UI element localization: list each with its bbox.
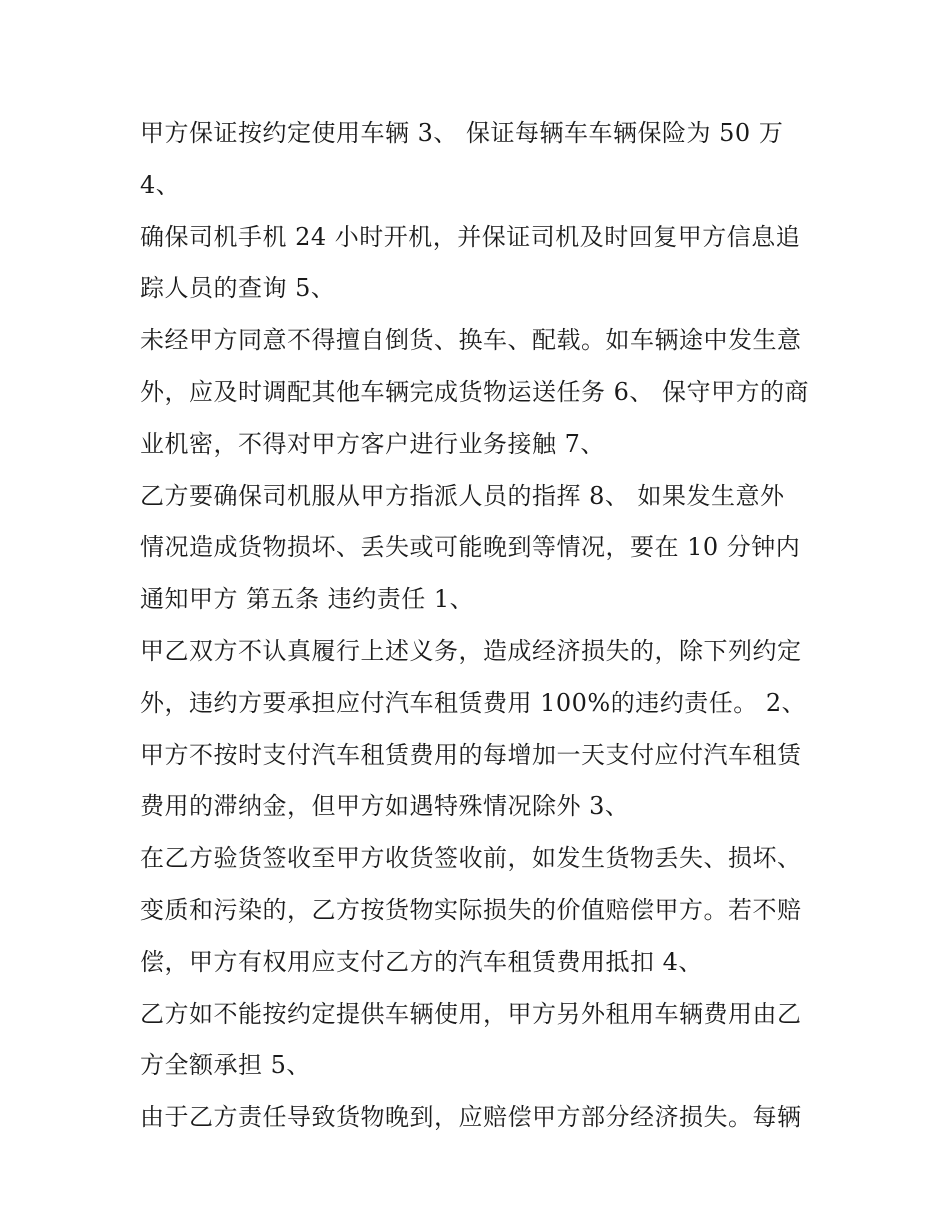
text-line: 甲乙双方不认真履行上述义务，造成经济损失的，除下列约定 bbox=[140, 636, 802, 665]
text-line: 未经甲方同意不得擅自倒货、换车、配载。如车辆途中发生意 bbox=[140, 326, 802, 355]
document-body bbox=[140, 108, 820, 1144]
text-line: 乙方要确保司机服从甲方指派人员的指挥 8、 如果发生意外 bbox=[140, 481, 785, 510]
text-line: 通知甲方 第五条 违约责任 1、 bbox=[140, 585, 475, 614]
text-line: 外，违约方要承担应付汽车租赁费用 100%的违约责任。 2、 bbox=[140, 688, 807, 717]
text-line: 确保司机手机 24 小时开机，并保证司机及时回复甲方信息追 bbox=[140, 222, 801, 251]
text-line: 4、 bbox=[140, 170, 181, 199]
text-line: 业机密，不得对甲方客户进行业务接触 7、 bbox=[140, 429, 605, 458]
text-line: 情况造成货物损坏、丢失或可能晚到等情况，要在 10 分钟内 bbox=[140, 533, 801, 562]
text-line: 费用的滞纳金，但甲方如遇特殊情况除外 3、 bbox=[140, 792, 630, 821]
text-line: 变质和污染的，乙方按货物实际损失的价值赔偿甲方。若不赔 bbox=[140, 895, 802, 924]
text-line: 踪人员的查询 5、 bbox=[140, 274, 336, 303]
text-line: 甲方不按时支付汽车租赁费用的每增加一天支付应付汽车租赁 bbox=[140, 740, 802, 769]
text-line: 外，应及时调配其他车辆完成货物运送任务 6、 保守甲方的商 bbox=[140, 377, 810, 406]
text-line: 乙方如不能按约定提供车辆使用，甲方另外租用车辆费用由乙 bbox=[140, 999, 802, 1028]
text-line: 甲方保证按约定使用车辆 3、 保证每辆车车辆保险为 50 万 bbox=[140, 119, 784, 147]
text-line: 偿，甲方有权用应支付乙方的汽车租赁费用抵扣 4、 bbox=[140, 947, 703, 976]
text-line: 由于乙方责任导致货物晚到，应赔偿甲方部分经济损失。每辆 bbox=[140, 1103, 802, 1132]
text-line: 在乙方验货签收至甲方收货签收前，如发生货物丢失、损坏、 bbox=[140, 844, 802, 873]
text-line: 方全额承担 5、 bbox=[140, 1051, 311, 1080]
